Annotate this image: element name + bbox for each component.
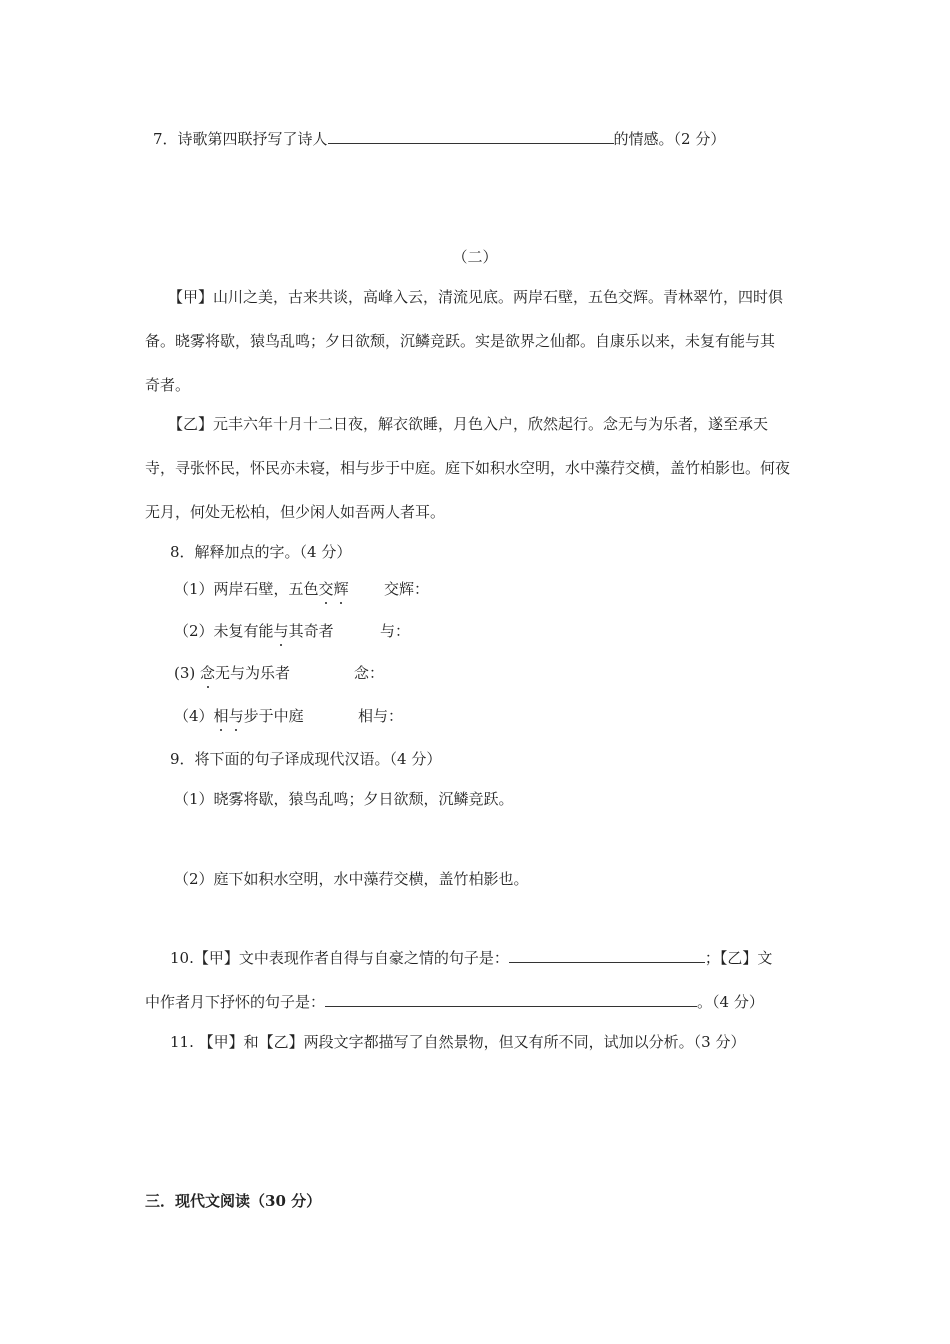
q10-prefix: 10.【甲】文中表现作者自得与自豪之情的句子是： [170, 949, 509, 967]
q9-sentence-1: （1）晓雾将歇，猿鸟乱鸣；夕日欲颓，沉鳞竞跃。 [174, 790, 514, 808]
q7-answer-blank[interactable] [328, 129, 614, 144]
passage-jia-line-2: 备。晓雾将歇，猿鸟乱鸣；夕日欲颓，沉鳞竞跃。实是欲界之仙都。自康乐以来，未复有能与其 [145, 332, 776, 350]
passage-jia-line-1: 【甲】山川之美，古来共谈，高峰入云，清流见底。两岸石壁，五色交辉。青林翠竹，四时俱 [168, 288, 784, 306]
q8-item-3-answer: 念： [354, 664, 385, 682]
question-7 [153, 128, 725, 149]
q10-line2-prefix: 中作者月下抒怀的句子是： [145, 993, 326, 1011]
q7-suffix: 的情感。（2 分） [613, 130, 726, 148]
q8-item-1 [174, 578, 349, 599]
q8-item-1-dotted: 交辉 [318, 580, 349, 598]
question-9-title: 9．将下面的句子译成现代汉语。（4 分） [170, 750, 442, 768]
passage-yi-line-2: 寺，寻张怀民，怀民亦未寝，相与步于中庭。庭下如积水空明，水中藻荇交横，盖竹柏影也。何夜 [145, 459, 791, 477]
q8-item-1-text: （1）两岸石壁，五色 [174, 580, 319, 598]
q8-item-3-text-end: 无与为乐者 [215, 664, 291, 682]
q8-item-3-dotted: 念 [200, 664, 216, 682]
section-3-title: 三．现代文阅读（30 分） [145, 1192, 322, 1210]
q10-line2-suffix: 。（4 分） [697, 993, 764, 1011]
q7-prefix: 7．诗歌第四联抒写了诗人 [153, 130, 328, 148]
q10-answer-blank-2[interactable] [325, 992, 697, 1007]
q8-item-2 [174, 620, 334, 641]
question-8-title: 8．解释加点的字。（4 分） [170, 543, 352, 561]
q8-item-4-text-end: 步于中庭 [243, 707, 304, 725]
q8-item-4-answer: 相与： [358, 707, 404, 725]
q8-item-2-dotted: 与 [273, 622, 289, 640]
question-10-line-1 [170, 947, 772, 968]
q8-item-3 [174, 662, 290, 683]
question-11: 11. 【甲】和【乙】两段文字都描写了自然景物，但又有所不同，试加以分析。（3 分） [170, 1033, 746, 1051]
q10-answer-blank-1[interactable] [509, 948, 705, 963]
q8-item-2-answer: 与： [380, 622, 411, 640]
q9-sentence-2: （2）庭下如积水空明，水中藻荇交横，盖竹柏影也。 [174, 870, 529, 888]
q8-item-3-text: (3) [174, 664, 201, 682]
question-10-line-2 [145, 991, 764, 1012]
q8-item-4-dotted: 相与 [213, 707, 244, 725]
q8-item-4 [174, 705, 304, 726]
q8-item-2-text-end: 其奇者 [288, 622, 334, 640]
q8-item-1-answer: 交辉： [384, 580, 430, 598]
passage-yi-line-1: 【乙】元丰六年十月十二日夜，解衣欲睡，月色入户，欣然起行。念无与为乐者，遂至承天 [168, 415, 769, 433]
q10-mid: ；【乙】文 [704, 949, 773, 967]
section-2-title: （二） [452, 248, 498, 266]
passage-yi-line-3: 无月，何处无松柏，但少闲人如吾两人者耳。 [145, 503, 446, 521]
q8-item-4-text: （4） [174, 707, 214, 725]
q8-item-2-text: （2）未复有能 [174, 622, 274, 640]
passage-jia-line-3: 奇者。 [145, 376, 191, 394]
